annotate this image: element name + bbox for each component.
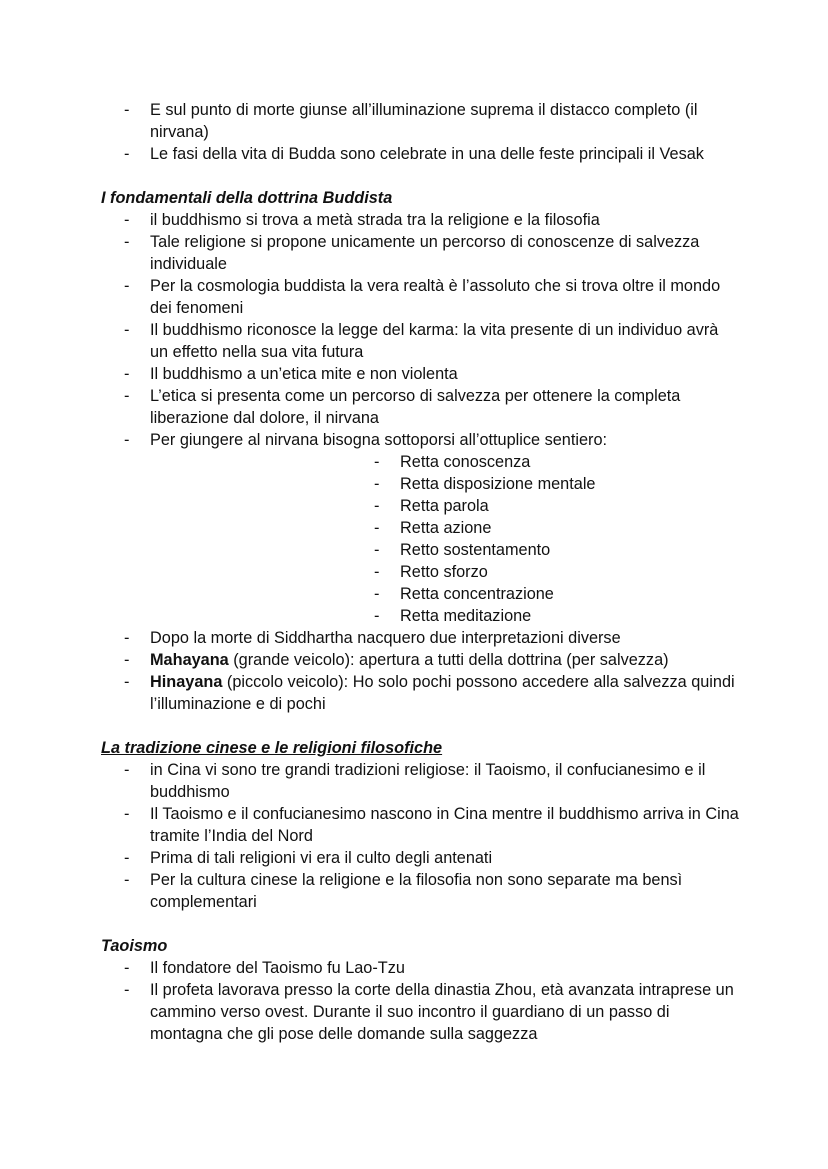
bullet-dash: - <box>124 387 130 405</box>
list-item: - Per giungere al nirvana bisogna sottoporsi all’ottuplice sentiero: <box>124 431 608 449</box>
list-item: - Il Taoismo e il confucianesimo nascono in Cina mentre il buddhismo arriva in Cina tramite l’India del Nord <box>124 805 739 845</box>
section-heading: Taoismo <box>101 937 168 955</box>
term-hinayana: Hinayana <box>150 673 223 691</box>
bullet-dash: - <box>124 431 130 449</box>
section-heading: La tradizione cinese e le religioni filosofiche <box>101 739 443 757</box>
sub-list-item: - Retta conoscenza <box>374 453 531 471</box>
section1-list <box>0 209 828 715</box>
list-item: - Il buddhismo a un’etica mite e non violenta <box>124 365 458 383</box>
sub-list-item: - Retta parola <box>374 497 489 515</box>
bullet-dash: - <box>374 519 380 537</box>
list-item: - Il profeta lavorava presso la corte della dinastia Zhou, età avanzata intraprese un cammino verso ovest. Durante il suo incontro il guardiano di un passo di montagna che gli pose delle domande sulla saggezza <box>124 981 734 1043</box>
list-item: - in Cina vi sono tre grandi tradizioni religiose: il Taoismo, il confucianesimo e il buddhismo <box>124 761 706 801</box>
sub-list-item: - Retto sostentamento <box>374 541 551 559</box>
bullet-dash: - <box>374 607 380 625</box>
bullet-dash: - <box>124 233 130 251</box>
list-item: - Per la cultura cinese la religione e la filosofia non sono separate ma bensì complementari <box>124 871 683 911</box>
sub-list-item: - Retta concentrazione <box>374 585 554 603</box>
list-item: - E sul punto di morte giunse all’illuminazione suprema il distacco completo (il nirvana) <box>124 101 698 141</box>
list-item: - Le fasi della vita di Budda sono celebrate in una delle feste principali il Vesak <box>124 145 704 163</box>
section3-list <box>0 957 828 1045</box>
intro-list <box>0 99 828 165</box>
bullet-dash: - <box>124 673 130 691</box>
sub-list-item: - Retta disposizione mentale <box>374 475 596 493</box>
list-item: - Mahayana (grande veicolo): apertura a tutti della dottrina (per salvezza) <box>124 651 669 669</box>
bullet-dash: - <box>374 585 380 603</box>
bullet-dash: - <box>124 761 130 779</box>
bullet-dash: - <box>374 563 380 581</box>
bullet-dash: - <box>124 871 130 889</box>
term-mahayana: Mahayana <box>150 651 229 669</box>
list-item: - Dopo la morte di Siddhartha nacquero due interpretazioni diverse <box>124 629 621 647</box>
sub-list-item: - Retta meditazione <box>374 607 532 625</box>
bullet-dash: - <box>124 101 130 119</box>
bullet-dash: - <box>124 321 130 339</box>
list-item: - il buddhismo si trova a metà strada tra la religione e la filosofia <box>124 211 600 229</box>
list-item: - Il fondatore del Taoismo fu Lao-Tzu <box>124 959 405 977</box>
bullet-dash: - <box>124 629 130 647</box>
list-item: - Tale religione si propone unicamente un percorso di conoscenze di salvezza individuale <box>124 233 700 273</box>
bullet-dash: - <box>124 959 130 977</box>
sub-list-item: - Retta azione <box>374 519 492 537</box>
section2-list <box>0 759 828 913</box>
list-item: - L’etica si presenta come un percorso di salvezza per ottenere la completa liberazione dal dolore, il nirvana <box>124 387 681 427</box>
bullet-dash: - <box>124 277 130 295</box>
list-item: - Prima di tali religioni vi era il culto degli antenati <box>124 849 493 867</box>
bullet-dash: - <box>374 541 380 559</box>
bullet-dash: - <box>374 453 380 471</box>
list-item: - Per la cosmologia buddista la vera realtà è l’assoluto che si trova oltre il mondo dei fenomeni <box>124 277 721 317</box>
list-item: - Il buddhismo riconosce la legge del karma: la vita presente di un individuo avrà un effetto nella sua vita futura <box>124 321 719 361</box>
bullet-dash: - <box>124 365 130 383</box>
section-heading: I fondamentali della dottrina Buddista <box>101 189 393 207</box>
eightfold-path-list <box>0 451 828 627</box>
bullet-dash: - <box>124 145 130 163</box>
bullet-dash: - <box>124 981 130 999</box>
sub-list-item: - Retto sforzo <box>374 563 488 581</box>
list-item: - Hinayana (piccolo veicolo): Ho solo pochi possono accedere alla salvezza quindi l’illuminazione e di pochi <box>124 673 735 713</box>
bullet-dash: - <box>124 211 130 229</box>
bullet-dash: - <box>124 651 130 669</box>
bullet-dash: - <box>374 497 380 515</box>
bullet-dash: - <box>374 475 380 493</box>
bullet-dash: - <box>124 805 130 823</box>
bullet-dash: - <box>124 849 130 867</box>
